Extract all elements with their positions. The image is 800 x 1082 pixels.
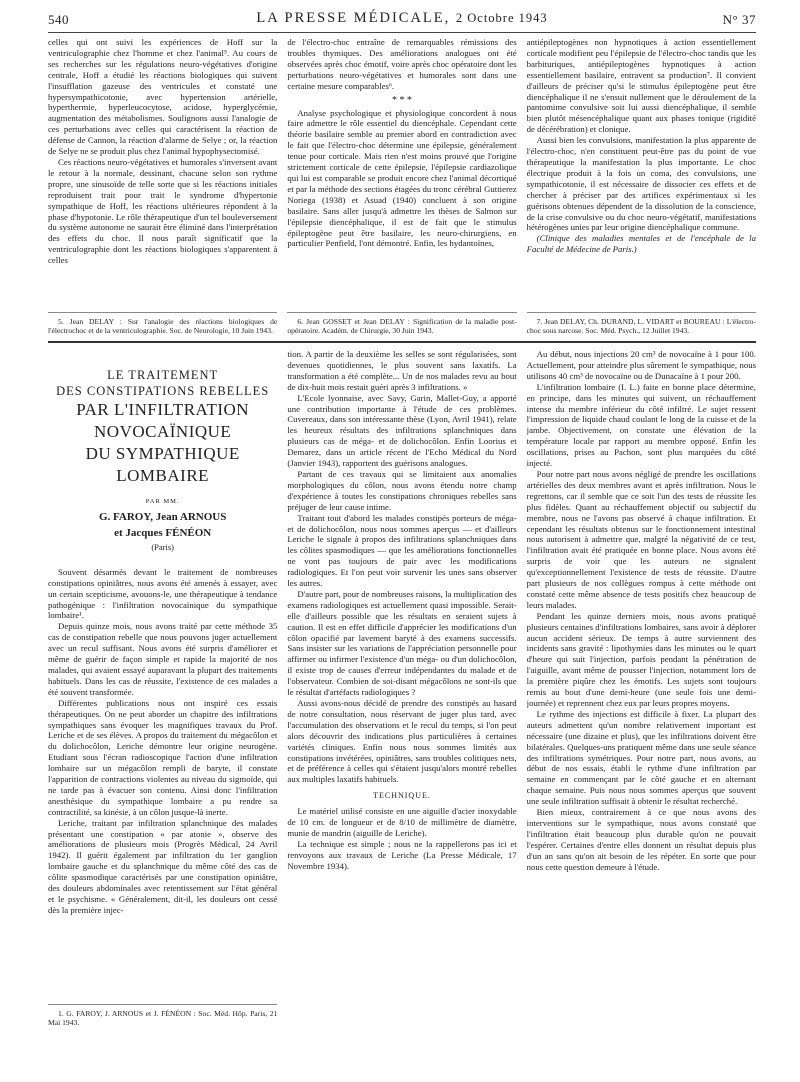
footnote-rule	[48, 1004, 277, 1005]
paragraph: tion. A partir de la deuxième les selles se sont régularisées, sont devenues quotidiennes, le plus souvent sans laxatifs. La transformation a été complète... Un de nos malades revu au bout de dix-huit mois restait guéri après 3 infiltrations. »	[287, 349, 517, 392]
paragraph: Pour notre part nous avons négligé de prendre les oscillations artérielles des deux membres avant et après infiltration. Nous le regrettons, car il semble que ce soit l'un des tests de réussite les plus fidèles. Quant au réchauffement objectif ou subjectif du membre, nous ne l'avons pas observé à chaque infiltration. Et cependant les résultats obtenus sur le fonctionnement intestinal nous autorisent à admettre que, malgré la négativité de ce test, l'infiltration avait été pratiquée en bonne place. Nous avons été surpris de voir que les auteurs ne signalent qu'exceptionnellement l'existence de tests de réussite. D'autre part plusieurs de nos collègues rompus à cette méthode ont constaté cette même absence de tests positifs chez beaucoup de leurs malades.	[526, 468, 756, 610]
paragraph: Ces réactions neuro-végétatives et humorales s'inversent avant le retour à la normale, dessinant, chacune selon son rythme propre, une sinusoïde de telle sorte que si les réactions initiales reproduisent trait pour trait le syndrome d'hypertonie sympathique de Hoff, les réactions ultérieures répondent à la phase d'hypotonie. Le rôle thérapeutique d'un tel bouleversement du système autonome ne saurait être éliminé dans l'interprétation des effets du choc. Il nous paraît significatif que la ventriculographie dont les réactions biologiques s'apparentent à celles	[48, 156, 278, 266]
paragraph: celles qui ont suivi les expériences de Hoff sur la ventriculographie chez l'homme et chez l'animal⁵. Au cours de ses recherches sur les régulations neuro-végétatives d'origine centrale, Hoff a étudié les réactions biologiques qui suivent l'insufflation gazeuse des ventricules et constaté une hypersympathicotonie, avec hypertension artérielle, hyperthermie, hyperleucocytose, acidose, hyperglycémie, augmentation des métabolismes. Soulignons aussi l'analogie de ces perturbations avec celles qui caractérisent la réaction de défense de Cannon, la réaction d'alarme de Selye ; or, la réaction de Selye ne se produit plus chez l'animal hypophysectomisé.	[48, 37, 278, 157]
journal-title	[48, 10, 756, 27]
issue-number: N° 37	[722, 12, 756, 27]
byline-prefix: PAR MM.	[145, 498, 180, 505]
paragraph: Traitant tout d'abord les malades constipés porteurs de méga- et de dolichocôlon, nous nous sommes aperçus — et d'ailleurs Leriche le signale à propos des infiltrations splanchniques dans les côlites spasmodiques — que les améliorations fonctionnelles ne vont pas toujours de pair avec les modifications radiologiques. Et l'on peut voir survenir les unes sans observer les autres.	[287, 512, 517, 589]
article-title-line: LE TRAITEMENT	[107, 368, 219, 382]
paragraph: D'autre part, pour de nombreuses raisons, la multiplication des examens radiologiques est actuellement quasi impossible. Serait-elle d'ailleurs possible que les résultats en seraient sujets à caution. Il est en effet difficile d'apprécier les modifications d'un côlon opacifié par lavement baryté à des examens successifs. Sans insister sur les variations de l'appréciation personnelle pour affirmer ou infirmer l'existence d'un méga- ou d'un dolichocôlon, il existe trop de causes d'erreur indépendantes du malade et de l'observateur. Combien de soi-disant mégacôlons ne sont-ils que le résultat d'artéfacts radiologiques ?	[287, 588, 517, 698]
newspaper-page	[48, 10, 756, 1027]
top-column-2	[287, 37, 516, 335]
article-section	[48, 349, 756, 1027]
paragraph: L'Ecole lyonnaise, avec Savy, Garin, Mallet-Guy, a apporté une contribution importante à l'étude de ces problèmes. Cuvereaux, dans son intéressante thèse (Lyon, Avril 1941), relate les heureux résultats des infiltrations splanchniques dans plusieurs cas de méga- et de dolichocôlon. Enfin Loorius et Demarez, dans un article récent de l'Echo Médical du Nord (Janvier 1943), rapportent des guérisons analogues.	[287, 392, 517, 469]
article-column-3	[527, 349, 756, 1027]
authors: et Jacques FÉNÉON	[114, 526, 212, 539]
section-heading: TECHNIQUE.	[373, 791, 431, 801]
article-title-line: PAR L'INFILTRATION	[76, 400, 250, 419]
paragraph: Bien mieux, contrairement à ce que nous avons des interventions sur le sympathique, nous avons constaté que l'infiltration était beaucoup plus durable qu'on ne pouvait l'espérer. Certaines d'entre elles donnent un résultat depuis plus d'un an sans qu'on ait besoin de les répéter. En sorte que pour nous cette question demeure à l'étude.	[526, 807, 756, 872]
paragraph: Le rythme des injections est difficile à fixer. La plupart des auteurs admettent qu'un nombre relativement important est nécessaire (une dizaine et plus), que les infiltrations doivent être bilatérales. Quelques-uns pratiquent même dans une seule séance des infiltrations symétriques. Pour notre part, nous avons, au début de nos essais, établi le rythme d'une infiltration par semaine en commençant par le côté gauche et en alternant chaque semaine. Puis nous nous sommes aperçus que souvent une seule infiltration suffisait à obtenir le résultat recherché.	[526, 708, 756, 807]
footnote: 6. Jean GOSSET et Jean DELAY : Signification de la maladie post-opératoire. Académ. de Chirurgie, 30 Juin 1943.	[287, 316, 517, 335]
paragraph: Depuis quinze mois, nous avons traité par cette méthode 35 cas de constipation rebelle que nous pouvons juger actuellement avec un recul suffisant. Nous avons été surpris d'améliorer et même de guérir de façon simple et rapide la majorité de nos malades, qui avaient essayé auparavant la plupart des traitements habituels. Dans les cas de réussite, l'existence de ces malades a été souvent transformée.	[48, 621, 278, 697]
article-title-line: DES CONSTIPATIONS REBELLES	[56, 384, 270, 398]
footnote: 1. G. FAROY, J. ARNOUS et J. FÉNÉON : Soc. Méd. Hôp. Paris, 21 Mai 1943.	[48, 1008, 278, 1027]
running-head	[48, 10, 756, 32]
top-column-3	[527, 37, 756, 335]
page-number: 540	[48, 12, 69, 27]
issue-date: 2 Octobre 1943	[455, 11, 548, 25]
article-title-line: NOVOCAÏNIQUE	[94, 422, 232, 441]
footnote-rule	[48, 312, 277, 313]
paragraph: L'infiltration lombaire (I. L.) faite en bonne place détermine, en principe, dans les minutes qui suivent, un réchauffement intense du membre inférieur du côté infiltré. Le sujet ressent l'impression de liquide chaud coulant le long de la cuisse et de la jambe. Objectivement, on constate une élévation de la température locale par rapport au membre opposé. Enfin les oscillations, prises au Pachon, sont plus marquées du côté injecté.	[526, 381, 756, 469]
paragraph: Pendant les quinze derniers mois, nous avons pratiqué plusieurs centaines d'infiltrations lombaires, sans avoir à déplorer aucun accident sérieux. De temps à autre surviennent des incidents sans gravité : lipothymies dans les minutes ou le quart d'heure qui suit l'injection, parfois pendant la pénétration de l'aiguille, avant même de pousser l'injection, notamment lors de la première piqûre chez les émotifs. Les sujets sont toujours remis au bout d'une demi-heure (une seule fois une demi-journée) et reprennent chez eux par leurs propres moyens.	[526, 610, 756, 708]
paragraph: Aussi bien les convulsions, manifestation la plus apparente de l'électro-choc, n'en constituent peut-être pas du point de vue thérapeutique la manifestation la plus importante. Le choc électrique produit à la fois un coma, des convulsions, une sympathicotonie, il est nécessaire de dissocier ces effets et de chercher à préciser par des artifices expérimentaux si les guérisons obtenues dépendent de la dissolution de la conscience, de la crise convulsive ou du choc neuro-végétatif, manifestations hétérogènes unies par leur origine diencéphalique commune.	[526, 135, 756, 233]
article-title-block	[48, 367, 277, 553]
paragraph: Souvent désarmés devant le traitement de nombreuses constipations opiniâtres, nous avons été amenés à essayer, avec un certain scepticisme, avouons-le, une thérapeutique à tendance pathogénique : l'infiltration novocaïnique du sympathique lombaire¹.	[48, 566, 278, 621]
paragraph: Au début, nous injections 20 cm³ de novocaïne à 1 pour 100. Actuellement, pour atteindre plus sûrement le sympathique, nous utilisons 40 cm³ de novocaïne ou de Dunacaïne à 1 pour 200.	[526, 349, 756, 381]
authors: G. FAROY, Jean ARNOUS	[98, 510, 227, 523]
paragraph: La technique est simple ; nous ne la rappellerons pas ici et renvoyons aux travaux de Leriche (La Presse Médicale, 17 Novembre 1934).	[287, 838, 517, 871]
article-column-1	[48, 349, 277, 1027]
footnote-rule	[287, 312, 516, 313]
section-stars: * * *	[391, 94, 412, 106]
paragraph: Différentes publications nous ont inspiré ces essais thérapeutiques. On ne peut aborder un chapitre des infiltrations sympathiques sans évoquer les magnifiques travaux du Prof. Leriche et de ses élèves. A propos du traitement du mégacôlon et du dolichocôlon, Leriche démontre leur origine neurogène. Etudiant sous l'écran radioscopique l'action d'une infiltration lombaire sur un mégacôlon rempli de baryte, il constate l'apparition de contractions violentes au niveau du sigmoïde, qui ne tarde pas à évacuer son contenu. Ainsi donc l'infiltration anesthésique du sympathique lombaire a pu rendre sa contractilité, sa kinésie, à un côlon jusque-là inerte.	[48, 697, 278, 817]
footnote-rule	[527, 312, 756, 313]
article-column-2	[287, 349, 516, 1027]
footnote: 7. Jean DELAY, Ch. DURAND, L. VIDART et BOUREAU : L'électro-choc sous narcose. Soc. Méd. Psych., 12 Juillet 1943.	[526, 316, 756, 335]
paragraph: Analyse psychologique et physiologique concordent à nous faire admettre le rôle essentiel du diencéphale. Cependant cette théorie basilaire semble au premier abord en contradiction avec le fait que l'électro-choc détermine une épilepsie, généralement tenue pour corticale. Mais rien n'est moins prouvé que l'origine strictement corticale de cette épilepsie, l'épilepsie cardiazolique qui lui est comparable se produit encore chez l'animal décortiqué et par la méthode des sections étagées du tronc cérébral Guttierez Noriega (1938) et Asuad (1940) concluent à son origine basilaire. Sans aller jusqu'à admettre les thèses de Salmon sur l'épilepsie diencéphalique, il est de fait que le stimulus épileptogène peut être basilaire, les neuro-chirurgiens, en particulier Penfield, l'ont démontré. Enfin, les hydantoïnes,	[287, 107, 517, 249]
paragraph: Partant de ces travaux qui se limitaient aux anomalies morphologiques du côlon, nous avons étendu notre champ d'expérience à toutes les constipations chroniques rebelles sans préjuger de leur cause intime.	[287, 468, 517, 512]
paragraph: antiépileptogènes non hypnotiques à action essentiellement corticale modifient peu l'épilepsie de l'électro-choc tandis que les barbituriques, antiépileptogènes hypnotiques à action essentiellement basilaire, entravent sa production⁷. Il convient d'ailleurs de préciser qu'si le stimulus épileptogène peut être diencéphalique il ne s'ensuit nullement que le déroulement de la pantomime convulsive soit lui aussi diencéphalique, il semble bien plutôt mésencéphalique quant aux phases tonique (rigidité de décérébration) et clonique.	[526, 37, 756, 135]
paragraph: Le matériel utilisé consiste en une aiguille d'acier inoxydable de 10 cm. de longueur et de 8/10 de millimètre de diamètre, munie de mandrin (aiguille de Leriche).	[287, 806, 517, 838]
header-rule	[48, 32, 756, 33]
paragraph: Leriche, traitant par infiltration splanchnique des malades présentant une constipation « par atonie », observe des améliorations de plusieurs mois (Progrès Médical, 24 Avril 1942). Il guérit également par infiltration du 1er ganglion lombaire gauche et du splanchnique du même côté des cas de côlite spasmodique caractérisés par une constipation opiniâtre, des douleurs abdominales avec retentissement sur l'état général et le psychisme. « Généralement, dit-il, les douleurs ont cessé dès la première injec-	[48, 817, 278, 915]
paragraph: de l'électro-choc entraîne de remarquables rémissions des troubles thymiques. Des améliorations analogues ont été observées après choc émotif, voire après choc opératoire dont les perturbations neuro-végétatives et humorales sont dans une certaine mesure comparables⁶.	[287, 37, 517, 91]
top-column-1	[48, 37, 277, 335]
paragraph: Aussi avons-nous décidé de prendre des constipés au hasard de notre consultation, nous réservant de juger plus tard, avec l'accumulation des observations et le recul du temps, si l'on peut alors découvrir des indications plus particulières à certaines variétés cliniques. Enfin nous nous sommes limités aux constipations invétérées, opiniâtres, sans troubles colitiques nets, et de préférence à celles qui s'étaient jusqu'alors montré rebelles aux multiples laxatifs habituels.	[287, 698, 517, 785]
article-title-line: DU SYMPATHIQUE LOMBAIRE	[85, 444, 240, 485]
section-divider	[48, 341, 756, 343]
author-city: (Paris)	[151, 541, 174, 552]
top-section	[48, 37, 756, 335]
article-signature: (Clinique des maladies mentales et de l'encéphale de la Faculté de Médecine de Paris.)	[526, 233, 756, 255]
footnote: 5. Jean DELAY : Sur l'analogie des réactions biologiques de l'électrochoc et de la ventriculographie. Soc. de Neurologie, 10 Juin 1943.	[48, 316, 278, 335]
journal-name: LA PRESSE MÉDICALE,	[256, 10, 451, 26]
